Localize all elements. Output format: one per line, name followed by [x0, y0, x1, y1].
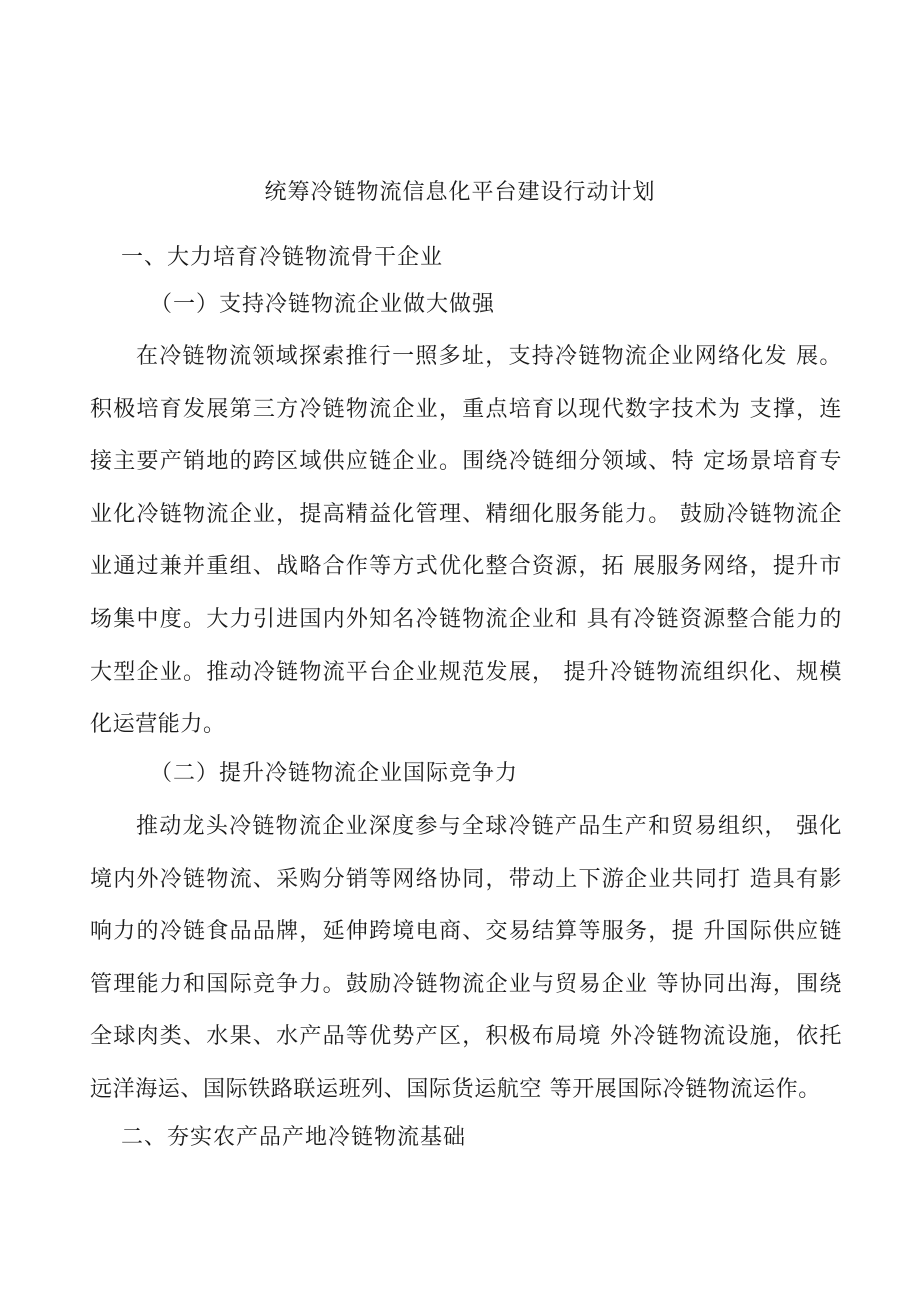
- subsection-heading-2: （二）提升冷链物流企业国际竞争力: [150, 761, 519, 786]
- paragraph-2: 推动龙头冷链物流企业深度参与全球冷链产品生产和贸易组织， 强化境内外冷链物流、采购分销等网络协同，带动上下游企业共同打 造具有影响力的冷链食品品牌，延伸跨境电商、交易结算等服务，提 升国际供应链管理能力和国际竞争力。鼓励冷链物流企业与贸易企业 等协同出海，围绕全球肉类、水果、水产品等优势产区，积极布局境 外冷链物流设施，依托远洋海运、国际铁路联运班列、国际货运航空 等开展国际冷链物流运作。: [90, 814, 842, 1102]
- document-title: 统筹冷链物流信息化平台建设行动计划: [264, 180, 656, 205]
- subsection-heading-1: （一）支持冷链物流企业做大做强: [150, 292, 496, 317]
- section-heading-1: 一、大力培育冷链物流骨干企业: [121, 245, 444, 270]
- section-heading-2: 二、夯实农产品产地冷链物流基础: [121, 1125, 467, 1150]
- paragraph-1: 在冷链物流领域探索推行一照多址，支持冷链物流企业网络化发 展。积极培育发展第三方冷链物流企业，重点培育以现代数字技术为 支撑，连接主要产销地的跨区域供应链企业。围绕冷链细分领域、特 定场景培育专业化冷链物流企业，提高精益化管理、精细化服务能力。 鼓励冷链物流企业通过兼并重组、战略合作等方式优化整合资源，拓 展服务网络，提升市场集中度。大力引进国内外知名冷链物流企业和 具有冷链资源整合能力的大型企业。推动冷链物流平台企业规范发展， 提升冷链物流组织化、规模化运营能力。: [90, 344, 842, 738]
